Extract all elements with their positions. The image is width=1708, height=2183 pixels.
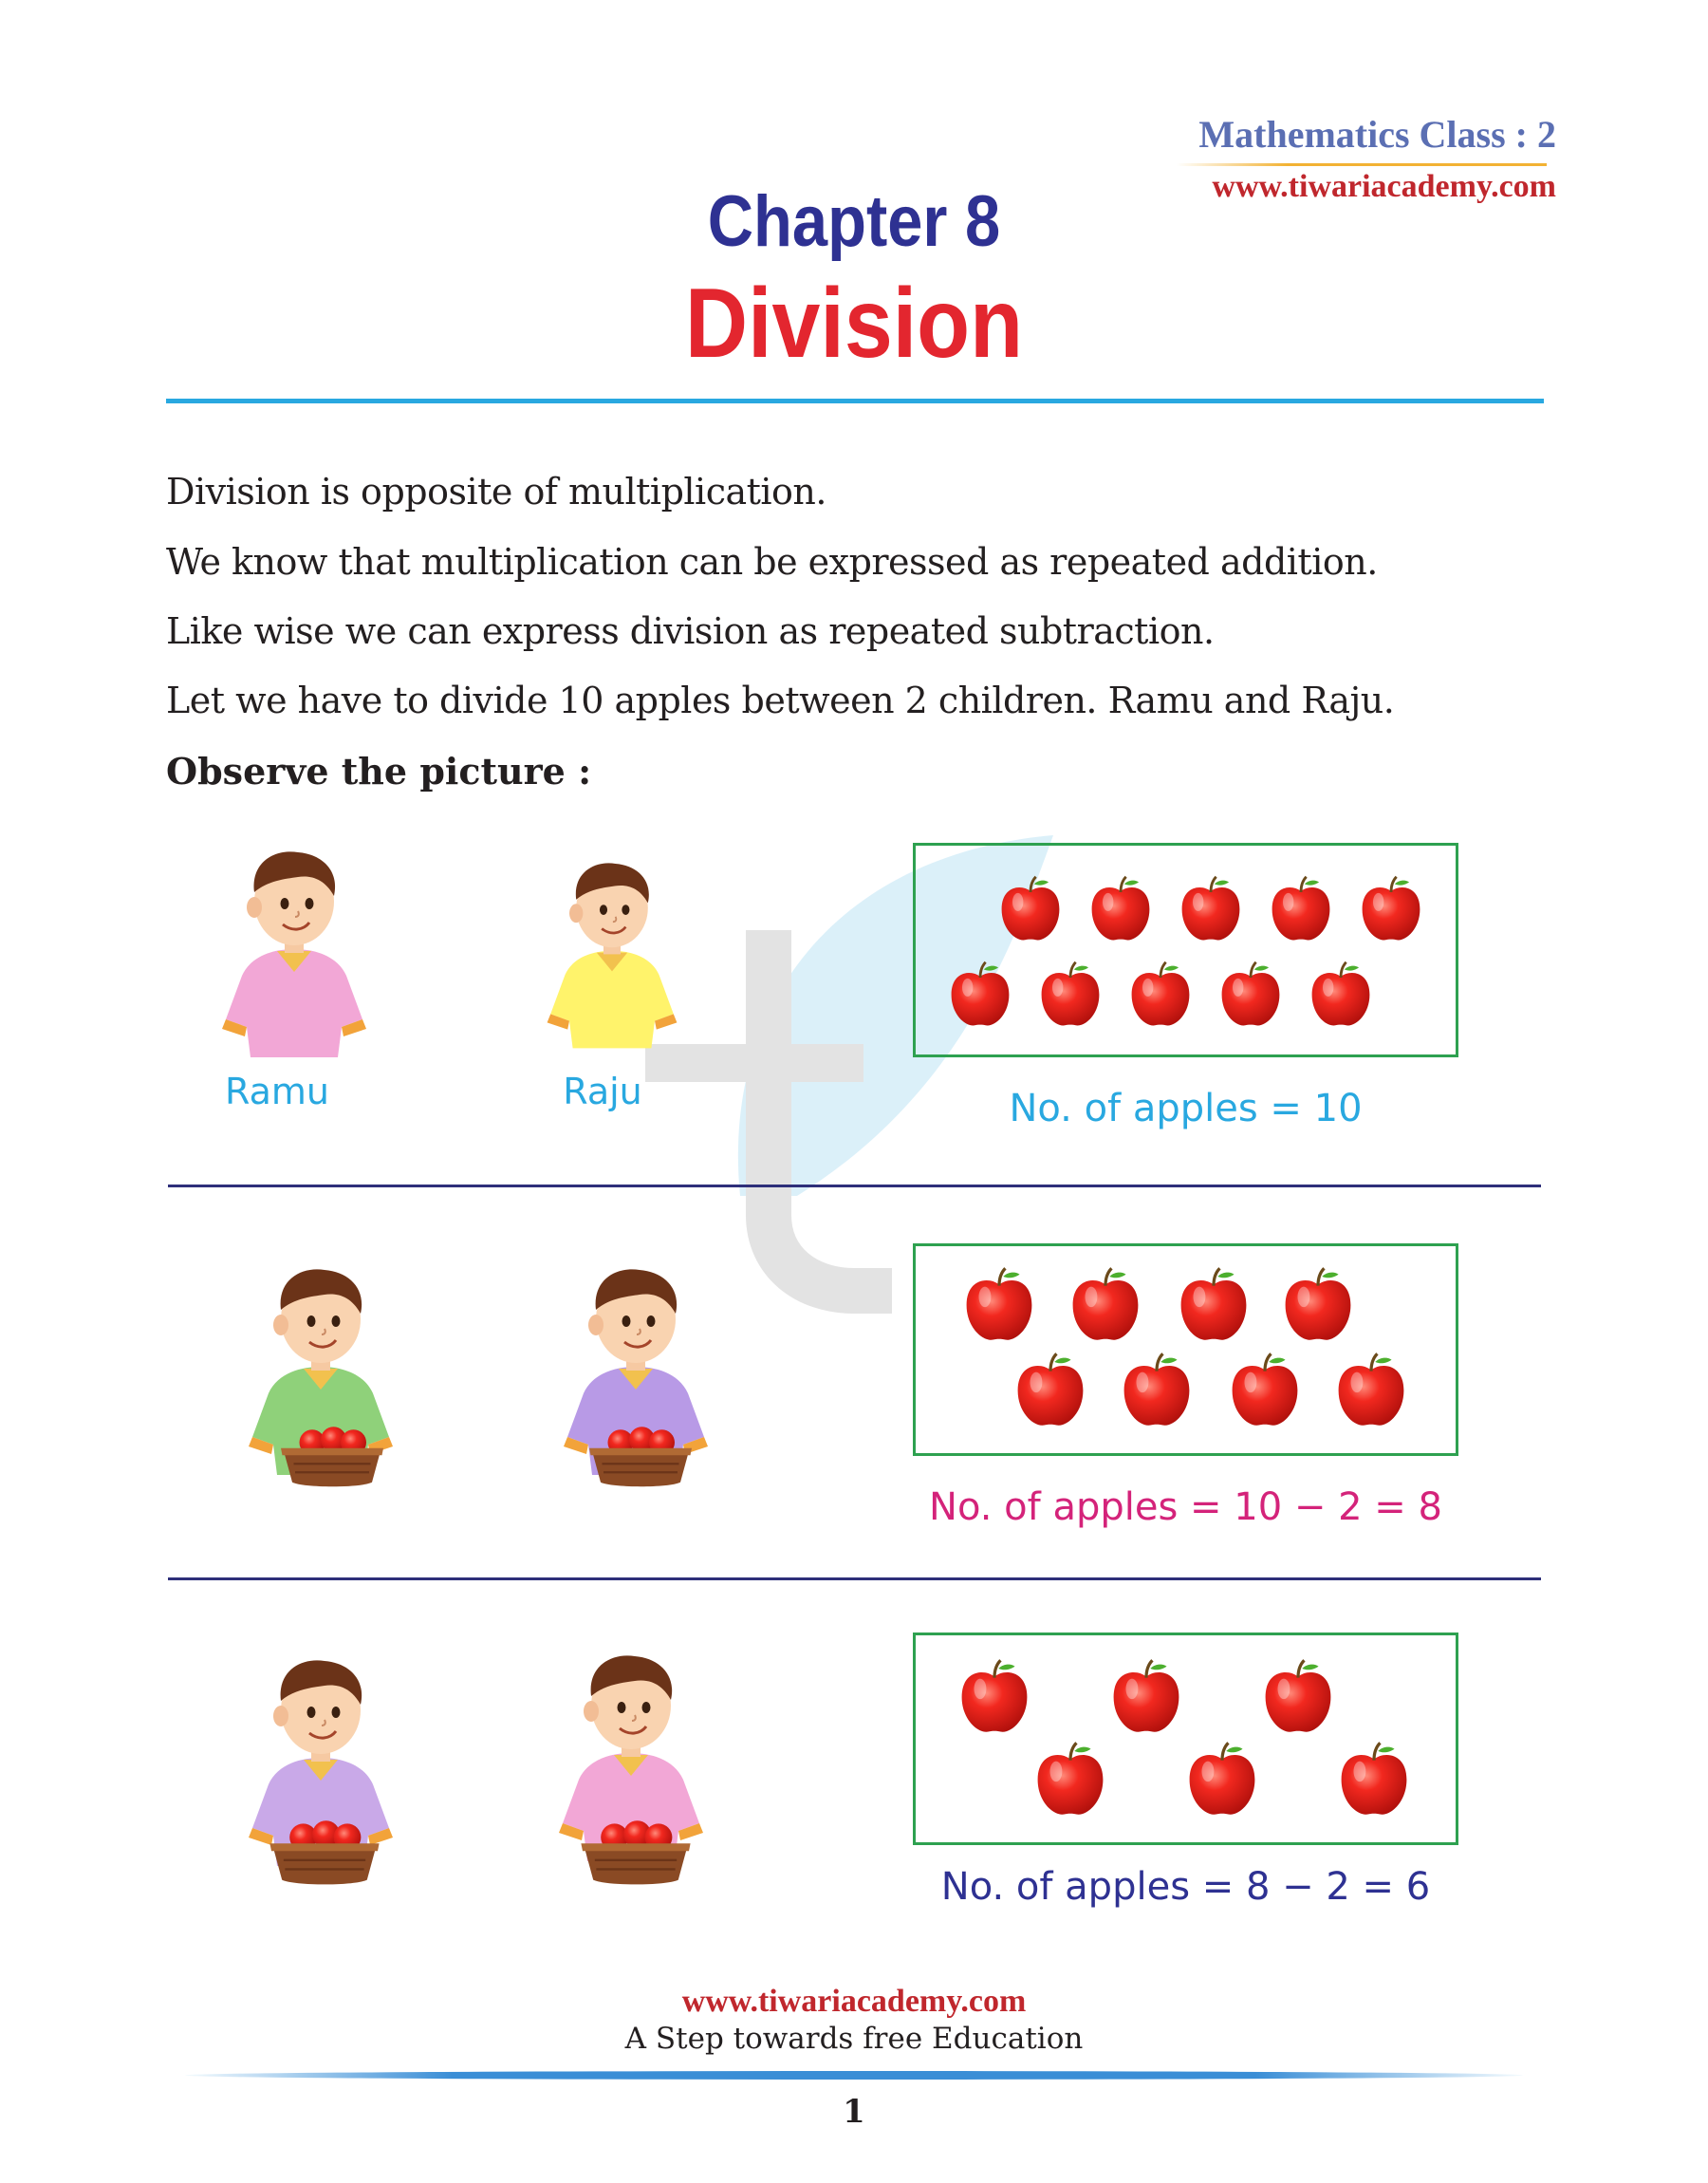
apple-icon xyxy=(954,1656,1035,1738)
footer-divider xyxy=(185,2071,1523,2080)
apple-icon xyxy=(1305,959,1377,1031)
basket-with-apples-icon xyxy=(560,1818,712,1886)
chapter-title: Division xyxy=(685,269,1023,379)
footer-tagline: A Step towards free Education xyxy=(624,2022,1084,2056)
ramu-name-label: Ramu xyxy=(225,1071,329,1112)
body-line-1: Division is opposite of multiplication. xyxy=(166,471,826,513)
apple-icon xyxy=(944,959,1016,1031)
apple-icon xyxy=(1257,1656,1339,1738)
body-line-3: Like wise we can express division as repeated subtraction. xyxy=(166,610,1215,652)
apple-count-caption-6: No. of apples = 8 − 2 = 6 xyxy=(940,1865,1431,1909)
apple-icon xyxy=(1034,959,1106,1031)
apple-icon xyxy=(1173,1264,1254,1346)
body-line-2: We know that multiplication can be expressed as repeated addition. xyxy=(166,541,1378,583)
footer-website-link[interactable]: www.tiwariacademy.com xyxy=(681,1984,1027,2019)
apple-icon xyxy=(1105,1656,1187,1738)
chapter-number: Chapter 8 xyxy=(707,181,1001,262)
apple-icon xyxy=(1355,873,1427,945)
apple-icon xyxy=(1030,1739,1111,1820)
apple-icon xyxy=(1085,873,1157,945)
apple-icon xyxy=(1333,1739,1415,1820)
page-number: 1 xyxy=(843,2093,865,2131)
basket-with-apples-icon xyxy=(249,1818,400,1886)
class-label: Mathematics Class : 2 xyxy=(1198,113,1556,156)
apple-icon xyxy=(1215,959,1287,1031)
apple-icon xyxy=(994,873,1067,945)
observe-heading: Observe the picture : xyxy=(166,750,592,793)
apple-icon xyxy=(1116,1350,1197,1431)
row-divider-2 xyxy=(168,1577,1541,1580)
header-accent-rule xyxy=(1177,163,1547,166)
apple-icon xyxy=(1224,1350,1306,1431)
row-divider-1 xyxy=(168,1185,1541,1187)
apple-icon xyxy=(1330,1350,1412,1431)
raju-name-label: Raju xyxy=(563,1071,642,1112)
apple-count-caption-8: No. of apples = 10 − 2 = 8 xyxy=(929,1485,1442,1529)
raju-illustration xyxy=(527,845,697,1054)
ramu-illustration xyxy=(199,833,389,1061)
apple-icon xyxy=(1010,1350,1091,1431)
apple-icon xyxy=(1065,1264,1146,1346)
basket-with-apple-icon xyxy=(261,1424,403,1488)
header-website-link[interactable]: www.tiwariacademy.com xyxy=(1212,169,1556,204)
apple-icon xyxy=(1124,959,1197,1031)
apple-icon xyxy=(958,1264,1040,1346)
apple-icon xyxy=(1175,873,1247,945)
apple-icon xyxy=(1181,1739,1263,1820)
body-line-4: Let we have to divide 10 apples between 2 children. Ramu and Raju. xyxy=(166,680,1395,721)
title-divider xyxy=(166,399,1544,403)
apple-icon xyxy=(1277,1264,1359,1346)
apple-icon xyxy=(1265,873,1337,945)
basket-with-apple-icon xyxy=(569,1424,712,1488)
apple-count-caption-10: No. of apples = 10 xyxy=(1009,1087,1363,1130)
